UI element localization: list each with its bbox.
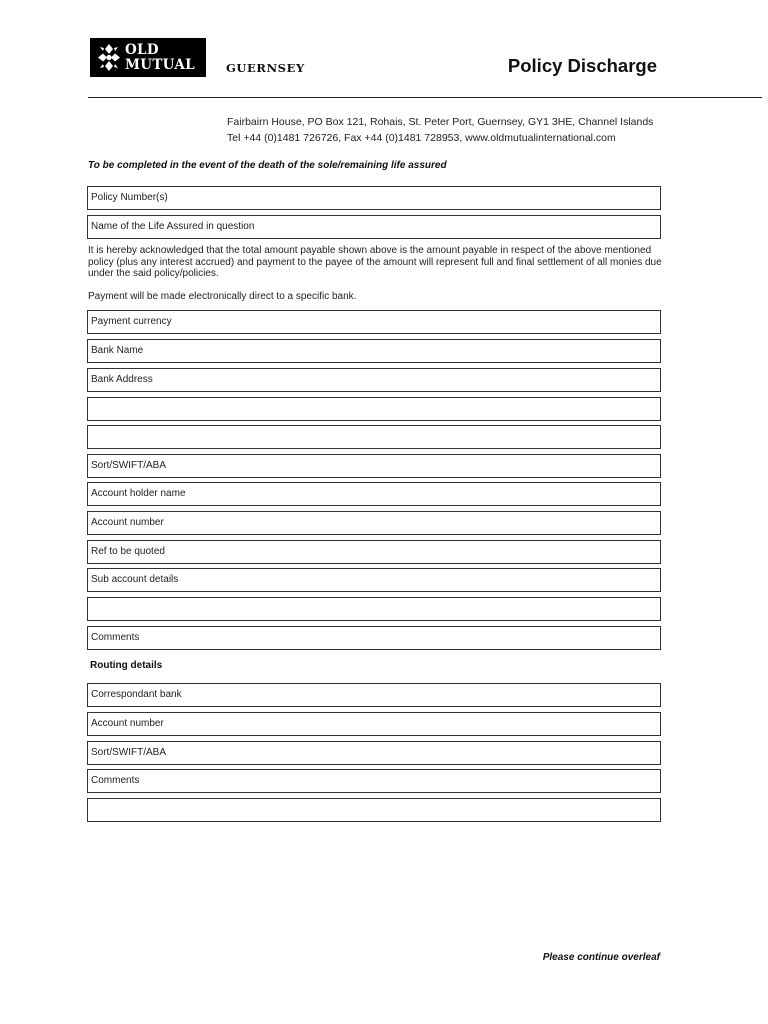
sub-account-details-line-2-field[interactable] bbox=[87, 597, 661, 621]
routing-comments-field[interactable] bbox=[87, 769, 661, 793]
routing-details-heading: Routing details bbox=[90, 660, 163, 671]
logo-text-mutual: MUTUAL bbox=[125, 57, 195, 73]
address-line-2: Tel +44 (0)1481 726726, Fax +44 (0)1481 728953, www.oldmutualinternational.com bbox=[227, 132, 616, 144]
bank-address-line-3-field[interactable] bbox=[87, 425, 661, 449]
page-title: Policy Discharge bbox=[507, 55, 657, 76]
correspondent-bank-field[interactable] bbox=[87, 683, 661, 707]
bank-address-field[interactable] bbox=[87, 368, 661, 392]
continue-overleaf-note: Please continue overleaf bbox=[542, 952, 660, 963]
payment-note: Payment will be made electronically direct to a specific bank. bbox=[88, 291, 357, 302]
logo-text-old: OLD bbox=[125, 42, 159, 58]
header-divider bbox=[88, 97, 762, 98]
logo-emblem-icon bbox=[96, 43, 122, 72]
field-label: Correspondant bank bbox=[91, 689, 182, 700]
form-instruction: To be completed in the event of the death of the sole/remaining life assured bbox=[88, 160, 447, 171]
routing-sort-swift-aba-field[interactable] bbox=[87, 741, 661, 765]
field-label: Comments bbox=[91, 775, 140, 786]
field-label: Sub account details bbox=[91, 574, 179, 585]
address-line-1: Fairbairn House, PO Box 121, Rohais, St. Peter Port, Guernsey, GY1 3HE, Channel Islands bbox=[227, 116, 654, 128]
life-assured-name-field[interactable] bbox=[87, 215, 661, 239]
field-label: Payment currency bbox=[91, 316, 172, 327]
field-label: Account holder name bbox=[91, 488, 186, 499]
field-label: Account number bbox=[91, 718, 164, 729]
field-label: Sort/SWIFT/ABA bbox=[91, 747, 167, 758]
comments-field[interactable] bbox=[87, 626, 661, 650]
field-label: Bank Name bbox=[91, 345, 144, 356]
account-holder-name-field[interactable] bbox=[87, 482, 661, 506]
field-label: Sort/SWIFT/ABA bbox=[91, 460, 167, 471]
routing-comments-line-2-field[interactable] bbox=[87, 798, 661, 822]
routing-account-number-field[interactable] bbox=[87, 712, 661, 736]
region-label: GUERNSEY bbox=[226, 61, 305, 75]
field-label: Comments bbox=[91, 632, 140, 643]
field-label: Bank Address bbox=[91, 374, 153, 385]
sort-swift-aba-field[interactable] bbox=[87, 454, 661, 478]
policy-number-field[interactable] bbox=[87, 186, 661, 210]
field-label: Ref to be quoted bbox=[91, 546, 165, 557]
sub-account-details-field[interactable] bbox=[87, 568, 661, 592]
account-number-field[interactable] bbox=[87, 511, 661, 535]
payment-currency-field[interactable] bbox=[87, 310, 661, 334]
reference-field[interactable] bbox=[87, 540, 661, 564]
field-label: Name of the Life Assured in question bbox=[91, 221, 255, 232]
acknowledgement-text: It is hereby acknowledged that the total amount payable shown above is the amount payable in respect of the above mentioned policy (plus any interest accrued) and payment to the payee of the amount will represent full and final settlement of all monies due under the said policy/policies. bbox=[88, 245, 662, 279]
bank-name-field[interactable] bbox=[87, 339, 661, 363]
field-label: Account number bbox=[91, 517, 164, 528]
bank-address-line-2-field[interactable] bbox=[87, 397, 661, 421]
field-label: Policy Number(s) bbox=[91, 192, 168, 203]
old-mutual-logo bbox=[90, 38, 206, 77]
